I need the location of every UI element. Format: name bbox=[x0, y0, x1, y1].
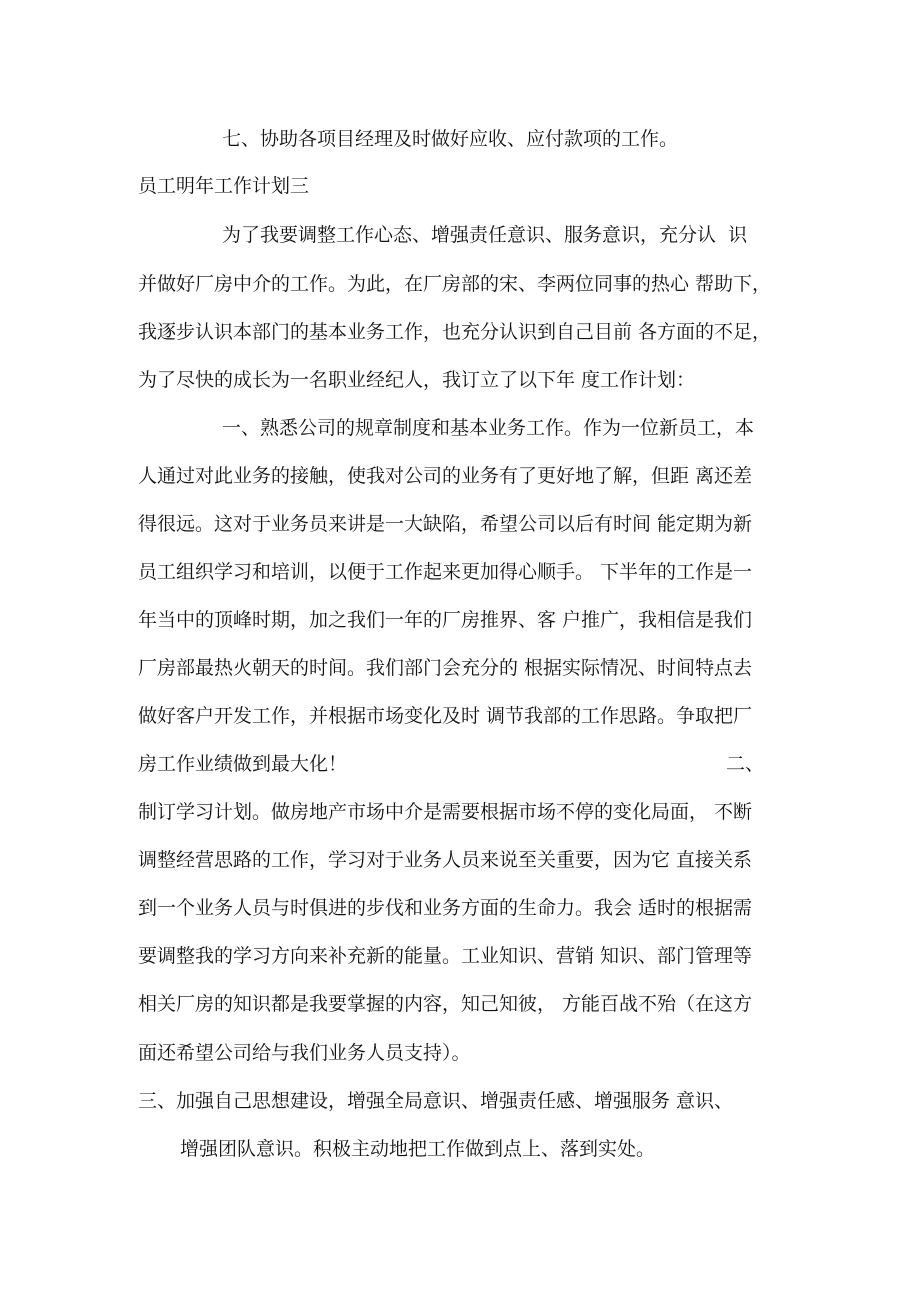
text-line-15: 二、 bbox=[726, 753, 765, 775]
text-line-6: 为了尽快的成长为一名职业经纪人，我订立了以下年 度工作计划： bbox=[138, 369, 696, 391]
text-line-11: 年当中的顶峰时期，加之我们一年的厂房推界、客 户推广，我相信是我们 bbox=[138, 609, 753, 631]
section-heading: 员工明年工作计划三 bbox=[138, 175, 310, 197]
text-line-3: 为了我要调整工作心态、增强责任意识、服务意识，充分认 识 bbox=[222, 224, 748, 246]
text-line-4: 并做好厂房中介的工作。为此，在厂房部的宋、李两位同事的热心 帮助下， bbox=[138, 273, 772, 295]
text-line-13: 做好客户开发工作，并根据市场变化及时 调节我部的工作思路。争取把厂 bbox=[138, 705, 753, 727]
text-line-1: 七、协助各项目经理及时做好应收、应付款项的工作。 bbox=[222, 128, 679, 150]
text-line-10: 员工组织学习和培训，以便于工作起来更加得心顺手。 下半年的工作是一 bbox=[138, 561, 753, 583]
text-line-5: 我逐步认识本部门的基本业务工作，也充分认识到自己目前 各方面的不足， bbox=[138, 321, 772, 343]
text-line-23: 增强团队意识。积极主动地把工作做到点上、落到实处。 bbox=[180, 1138, 656, 1160]
text-line-14: 房工作业绩做到最大化！ bbox=[138, 753, 348, 775]
text-line-9: 得很远。这对于业务员来讲是一大缺陷，希望公司以后有时间 能定期为新 bbox=[138, 513, 753, 535]
text-line-17: 调整经营思路的工作，学习对于业务人员来说至关重要，因为它 直接关系 bbox=[138, 849, 753, 871]
text-line-16: 制订学习计划。做房地产市场中介是需要根据市场不停的变化局面， 不断 bbox=[138, 801, 753, 823]
text-line-7: 一、熟悉公司的规章制度和基本业务工作。作为一位新员工，本 bbox=[222, 417, 755, 439]
text-line-18: 到一个业务人员与时俱进的步伐和业务方面的生命力。我会 适时的根据需 bbox=[138, 897, 753, 919]
text-line-20: 相关厂房的知识都是我要掌握的内容，知己知彼， 方能百战不殆（在这方 bbox=[138, 993, 753, 1015]
text-line-12: 厂房部最热火朝天的时间。我们部门会充分的 根据实际情况、时间特点去 bbox=[138, 657, 753, 679]
text-line-21: 面还希望公司给与我们业务人员支持）。 bbox=[138, 1042, 471, 1064]
text-line-19: 要调整我的学习方向来补充新的能量。工业知识、营销 知识、部门管理等 bbox=[138, 945, 753, 967]
text-line-8: 人通过对此业务的接触，使我对公司的业务有了更好地了解，但距 离还差 bbox=[138, 465, 753, 487]
text-line-22: 三、加强自己思想建设，增强全局意识、增强责任感、增强服务 意识、 bbox=[138, 1090, 734, 1112]
